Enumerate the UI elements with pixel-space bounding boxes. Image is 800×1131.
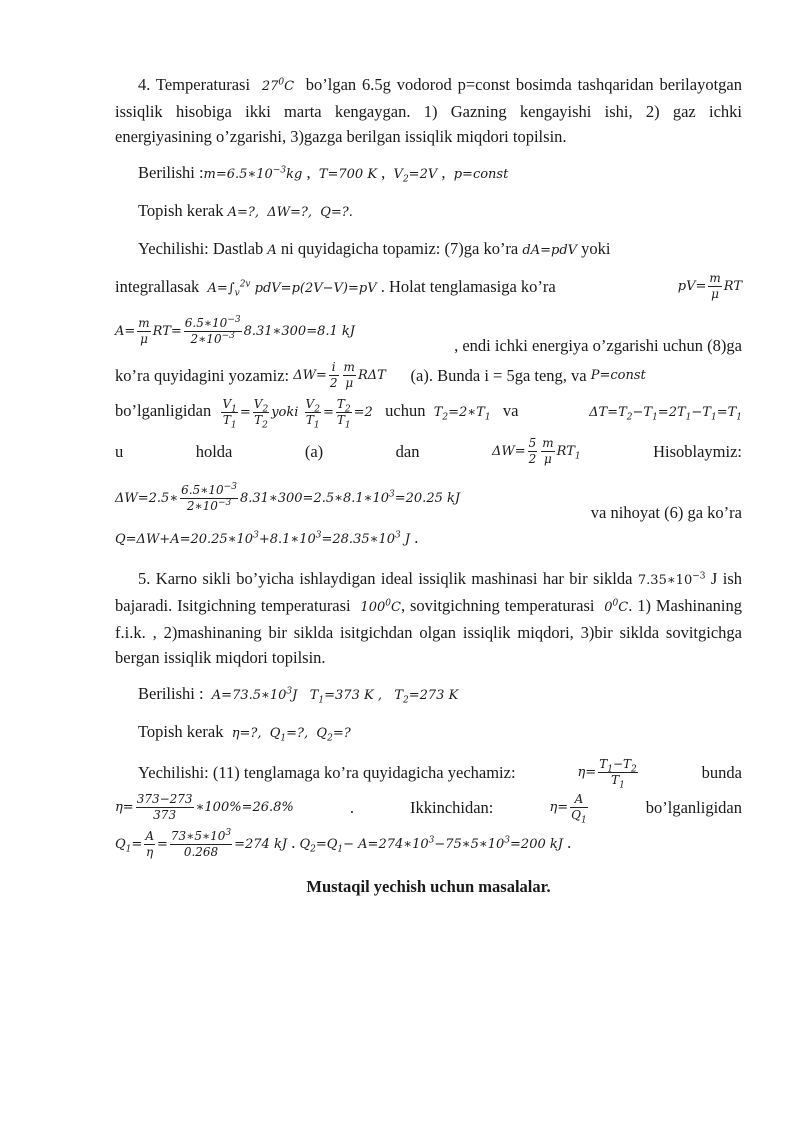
problem4-deltaW-calc: ΔW=2.5∗ $\frac{6.5∗10^{-3}}{2∗10^{-3}}$ $8.31∗300=2.5∗8.1∗10^3=20.25$ kJ va nihoyat (6) ga ko’ra <box>115 481 742 522</box>
problem4-then-line: u holda (a) dan ΔW= $\frac{5}{2}$ $\frac{m}{\mu}$ $RT_1$ Hisoblaymiz: <box>115 436 742 466</box>
p4-text-b: bo’lgan 6.5g vodorod p=const bosimda tashqaridan berilayotgan issiqlik hisobiga ikki marta kengaygan. 1) Gazning kengayishi ishi, 2) gaz ichki energiyasining o’zgarishi, 3)gazga berilgan issiqlik miqdori topilsin. <box>115 75 742 146</box>
p5-work-val: 7.35∗10 <box>637 573 693 588</box>
p4-sol-a: Yechilishi: Dastlab <box>138 239 264 258</box>
p4-since-text: bo’lganligidan <box>115 401 212 420</box>
problem5-statement: 5. Karno sikli bo’yicha ishlaydigan ideal issiqlik mashinasi har bir siklda $7.35∗10^{-3}$ J ish bajaradi. Isitgichning temperaturasi $100^0C$, sovitgichning temperaturasi $0^0C$. 1) Mashinaning f.i.k. , 2)mashinaning bir siklda isitgichdan olgan issiqlik miqdori, 3)bir siklda sovitgichga bergan issiqlik miqdori topilsin. <box>115 569 743 667</box>
problem4-deltaW-line: ko’ra quyidagini yozamiz: ΔW= $\frac{i}{2}$ $\frac{m}{\mu}$ RΔT (a). Bunda i = 5ga teng, va P=const <box>115 360 646 390</box>
p5-text-d: . 1) Mashinaning f.i.k. , 2)mashinaning bir siklda isitgichdan olgan issiqlik miqdori, 3)bir siklda sovitgichga bergan issiqlik miqdori topilsin. <box>115 596 742 667</box>
p4-va: va <box>502 401 519 420</box>
problem4-given: Berilishi $:m=6.5∗10^{-3}kg$ , T=700 K , $V_2=2V$ , p=const <box>138 163 509 185</box>
p5-cooler-temp: 0 <box>604 600 613 615</box>
p4-sol-c: yoki <box>581 239 611 258</box>
p5-bunda: bunda <box>701 762 742 782</box>
p5-text-a: 5. Karno sikli bo’yicha ishlaydigan ideal issiqlik mashinasi har bir siklda <box>138 569 633 588</box>
p5-second-text: Ikkinchidan: <box>409 797 494 817</box>
p5-text-c: , sovitgichning temperaturasi <box>400 596 595 615</box>
p4-sol-b: ni quyidagicha topamiz: (7)ga ko’ra <box>280 239 519 258</box>
problem5-find: Topish kerak η=?, $Q_1=$?, $Q_2=$? <box>138 722 351 744</box>
problem4-ratio-line: bo’lganligidan $\frac{V_1}{T_1}$ = $\frac{V_2}{T_2}$ yoki $\frac{V_2}{T_1}$ = $\frac{T_2}{T_1}$ =2 uchun $T_2=2∗T_1$ va $\Delta T=T_2-T_1=2T_1-T_1=T_1$ <box>115 397 742 431</box>
p5-find-label: Topish kerak <box>138 722 224 741</box>
section-heading: Mustaqil yechish uchun masalalar. <box>306 877 551 896</box>
p4-temp: 27 <box>261 79 279 94</box>
p4-text-a: 4. Temperaturasi <box>138 75 251 94</box>
problem4-integral-line: integrallasak $A=\int_v^{2v}$ pdV=p(2V−V)=pV . Holat tenglamasiga ko’ra pV= $\frac{m}{\mu}$ RT <box>115 271 742 301</box>
p4-compute-text: Hisoblaymiz: <box>653 441 742 461</box>
p4-dan: dan <box>395 441 420 461</box>
p5-text-b: J ish bajaradi. Isitgichning temperaturasi <box>115 569 743 615</box>
problem4-statement: 4. Temperaturasi $27^0C$ bo’lgan 6.5g vodorod p=const bosimda tashqaridan berilayotgan issiqlik hisobiga ikki marta kengaygan. 1) Gazning kengayishi ishi, 2) gaz ichki energiyasining o’zgarishi, 3)gazga berilgan issiqlik miqdori topilsin. <box>115 75 742 146</box>
p4-holda: holda <box>195 441 233 461</box>
p5-since-text: bo’lganligidan <box>645 797 742 817</box>
p4-uchun: uchun <box>385 401 426 420</box>
p4-a-ref: (a) <box>304 441 324 461</box>
problem4-Q: $Q=\Delta W+A=20.25∗10^3+8.1∗10^3=28.35∗10^3$ J . <box>115 528 419 547</box>
p5-sol-a: Yechilishi: (11) tenglamaga ko’ra quyidagicha yechamiz: <box>138 762 516 782</box>
document-page <box>115 72 742 899</box>
problem5-eta-line: η= $\frac{373-273}{373}$ ∗100%=26.8% . Ikkinchidan: η= $\frac{A}{Q_1}$ bo’lganligidan <box>115 792 742 826</box>
p5-given-label: Berilishi : <box>138 684 204 703</box>
p4-state-eq-text: . Holat tenglamasiga ko’ra <box>380 276 556 296</box>
problem4-work-line: A= $\frac{m}{\mu}$ RT= $\frac{6.5∗10^{-3}}{2∗10^{-3}}$ 8.31∗300=8.1 kJ , endi ichki energiya o’zgarishi uchun (8)ga <box>115 314 742 355</box>
p4-find-label: Topish kerak <box>138 201 224 220</box>
problem4-solution-1: Yechilishi: Dastlab A ni quyidagicha topamiz: (7)ga ko’ra dA=pdV yoki <box>138 239 611 258</box>
p5-heater-temp: 100 <box>360 600 386 615</box>
problem5-given: Berilishi : $A=73.5∗10^3J$ $T_1=373$ K , $T_2=273$ K <box>138 684 459 706</box>
p4-internal-text: , endi ichki energiya o’zgarishi uchun (8)ga <box>454 336 742 355</box>
p4-quote-text: ko’ra quyidagini yozamiz: <box>115 365 290 385</box>
p4-bunda-text: (a). Bunda i = 5ga teng, va <box>410 365 587 385</box>
problem5-solution-line: Yechilishi: (11) tenglamaga ko’ra quyidagicha yechamiz: η= $\frac{T_1-T_2}{T_1}$ bunda <box>115 757 742 788</box>
problem5-Q-line: $Q_1=$ $\frac{A}{\eta}$ = $\frac{73∗5∗10^3}{0.268}$ =274 kJ . $Q_2=Q_1-$ $A=274∗10^3-75∗5∗10^3=200$ kJ . <box>115 828 572 859</box>
p4-finally-text: va nihoyat (6) ga ko’ra <box>590 503 742 522</box>
p4-given-label: Berilishi : <box>138 163 204 182</box>
p4-u: u <box>115 441 124 461</box>
problem4-find: Topish kerak A=?, ΔW=?, Q=?. <box>138 201 353 220</box>
p4-integral-label: integrallasak <box>115 276 200 296</box>
